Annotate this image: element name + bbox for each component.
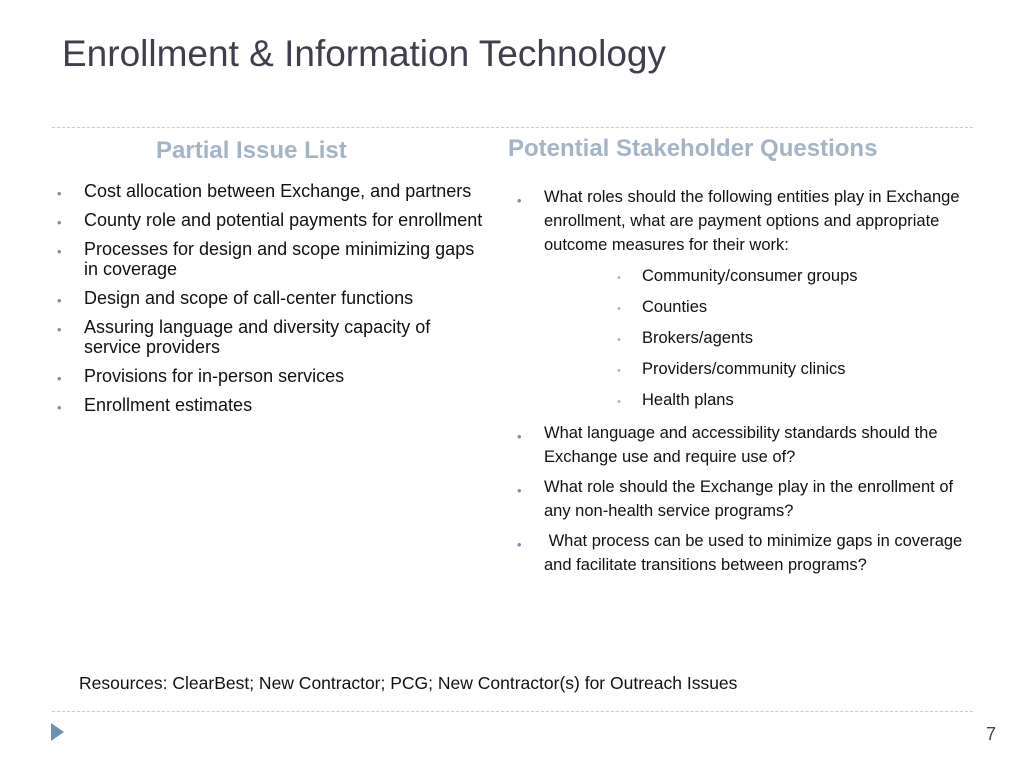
stakeholder-questions-heading: Potential Stakeholder Questions — [508, 135, 878, 162]
bottom-divider — [52, 711, 973, 712]
partial-issue-list-heading: Partial Issue List — [156, 137, 347, 164]
issue-item — [54, 210, 484, 230]
issue-item — [54, 288, 484, 308]
issue-text: Assuring language and diversity capacity of service providers — [84, 317, 431, 357]
bullet-icon: • — [517, 537, 522, 552]
bullet-icon: • — [617, 303, 621, 315]
bullet-icon: • — [57, 244, 62, 259]
bullet-icon: • — [517, 483, 522, 498]
question-item — [514, 529, 974, 577]
top-divider — [52, 127, 973, 128]
issue-item — [54, 239, 484, 279]
issue-item — [54, 395, 484, 415]
question-item — [514, 475, 974, 523]
entity-item — [614, 266, 974, 286]
issue-item — [54, 366, 484, 386]
issue-list — [54, 181, 484, 424]
page-number: 7 — [985, 724, 996, 744]
issue-text: Design and scope of call-center functions — [84, 288, 414, 308]
entity-sublist — [614, 266, 974, 410]
bullet-icon: • — [57, 400, 62, 415]
question-item — [514, 421, 974, 469]
issue-text: Provisions for in-person services — [84, 366, 345, 386]
bullet-icon: • — [57, 186, 62, 201]
bullet-icon: • — [617, 365, 621, 377]
bullet-icon: • — [517, 429, 522, 444]
entity-text: Community/consumer groups — [642, 267, 858, 285]
issue-item — [54, 317, 484, 357]
bullet-icon: • — [617, 396, 621, 408]
entity-item — [614, 328, 974, 348]
issue-text: County role and potential payments for enrollment — [84, 210, 483, 230]
question-text: What role should the Exchange play in the enrollment of any non-health service programs? — [544, 478, 954, 520]
issue-text: Cost allocation between Exchange, and partners — [84, 181, 472, 201]
entity-text: Counties — [642, 298, 708, 316]
resources-note: Resources: ClearBest; New Contractor; PCG; New Contractor(s) for Outreach Issues — [79, 673, 738, 693]
bullet-icon: • — [57, 215, 62, 230]
entity-item — [614, 297, 974, 317]
bullet-icon: • — [57, 322, 62, 337]
issue-text: Enrollment estimates — [84, 395, 253, 415]
issue-text: Processes for design and scope minimizing gaps in coverage — [84, 239, 475, 279]
triangle-arrow-icon — [51, 723, 64, 741]
question-item — [514, 185, 974, 410]
entity-text: Health plans — [642, 391, 734, 409]
entity-text: Brokers/agents — [642, 329, 753, 347]
entity-text: Providers/community clinics — [642, 360, 846, 378]
bullet-icon: • — [617, 334, 621, 346]
entity-item — [614, 390, 974, 410]
question-text: What language and accessibility standards should the Exchange use and require use of? — [544, 424, 938, 466]
question-text: What roles should the following entities play in Exchange enrollment, what are payment options and appropriate outcome measures for their work: — [544, 188, 960, 254]
bullet-icon: • — [617, 272, 621, 284]
bullet-icon: • — [57, 293, 62, 308]
question-text: What process can be used to minimize gaps in coverage and facilitate transitions between programs? — [544, 532, 967, 574]
slide-title: Enrollment & Information Technology — [62, 33, 666, 74]
bullet-icon: • — [57, 371, 62, 386]
issue-item — [54, 181, 484, 201]
question-list — [514, 185, 974, 583]
bullet-icon: • — [517, 193, 522, 208]
entity-item — [614, 359, 974, 379]
